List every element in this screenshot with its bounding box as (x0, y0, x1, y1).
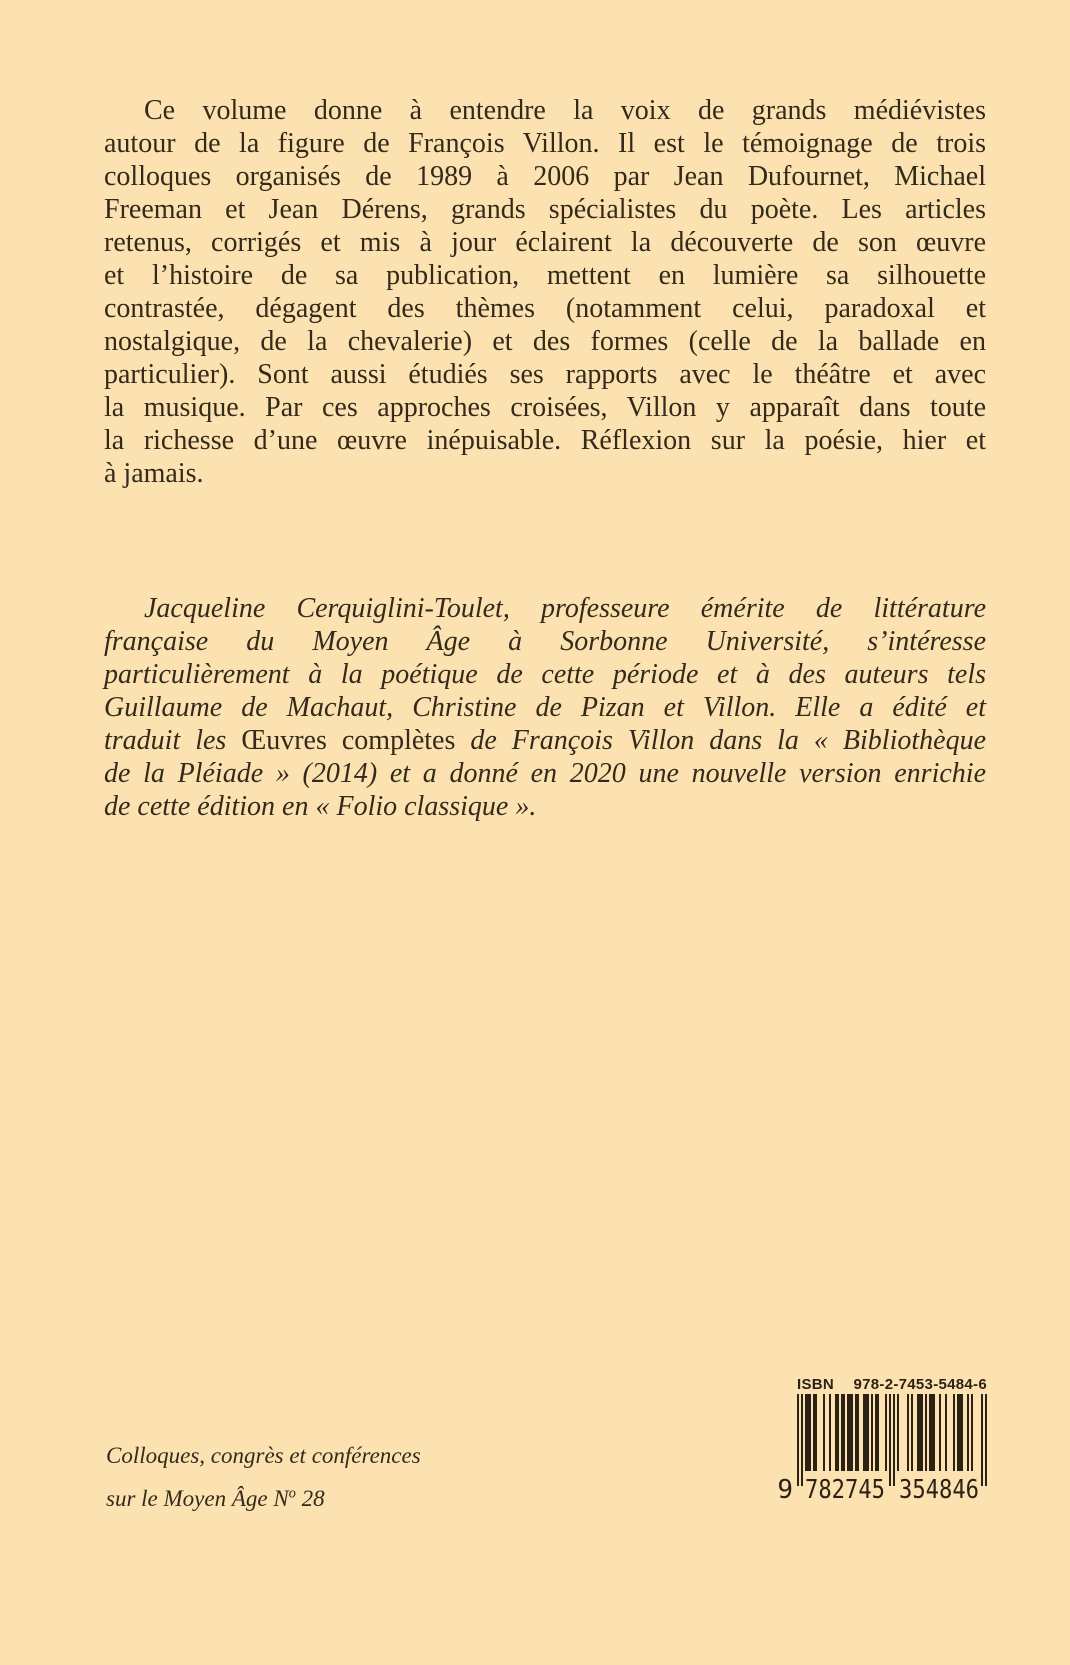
series-note (106, 1434, 421, 1520)
barcode-digit-first: 9 (777, 1475, 793, 1502)
bio-text-segment: traduit les (104, 725, 242, 756)
bio-line-with-title (104, 724, 986, 757)
bio-line: de la Pléiade » (2014) et a donné en 2020 une nouvelle version enrichie (104, 758, 986, 789)
barcode-digits-left: 782745 (805, 1475, 885, 1502)
bio-line: particulièrement à la poétique de cette période et à des auteurs tels (104, 659, 986, 690)
ean13-barcode (767, 1394, 993, 1502)
synopsis-line: retenus, corrigés et mis à jour éclairent la découverte de son œuvre (104, 227, 986, 258)
author-bio-paragraph (104, 592, 986, 823)
synopsis-line: nostalgique, de la chevalerie) et des formes (celle de la ballade en (104, 326, 986, 357)
synopsis-paragraph (104, 94, 986, 490)
series-note-line2 (106, 1477, 421, 1520)
synopsis-line: la richesse d’une œuvre inépuisable. Réflexion sur la poésie, hier et (104, 425, 986, 456)
isbn-label: ISBN (797, 1376, 835, 1393)
synopsis-line: la musique. Par ces approches croisées, Villon y apparaît dans toute (104, 392, 986, 423)
series-note-line1: Colloques, congrès et conférences (106, 1443, 421, 1468)
bio-line: de cette édition en « Folio classique ». (104, 791, 537, 822)
synopsis-line: particulier). Sont aussi étudiés ses rapports avec le théâtre et avec (104, 359, 986, 390)
synopsis-line: colloques organisés de 1989 à 2006 par Jean Dufournet, Michael (104, 161, 986, 192)
series-text: sur le Moyen Âge N (106, 1486, 289, 1511)
bio-line: Jacqueline Cerquiglini-Toulet, professeure émérite de littérature (144, 593, 986, 624)
barcode-digits-right: 354846 (899, 1475, 979, 1502)
bio-text-segment: de François Villon dans la « Bibliothèque (455, 725, 986, 756)
isbn-line (797, 1376, 987, 1392)
synopsis-line: à jamais. (104, 458, 204, 489)
synopsis-line: contrastée, dégagent des thèmes (notamment celui, paradoxal et (104, 293, 986, 324)
isbn-number: 978-2-7453-5484-6 (853, 1376, 987, 1393)
synopsis-line: autour de la figure de François Villon. Il est le témoignage de trois (104, 128, 986, 159)
synopsis-line: Freeman et Jean Dérens, grands spécialistes du poète. Les articles (104, 194, 986, 225)
synopsis-line: Ce volume donne à entendre la voix de grands médiévistes (144, 95, 986, 126)
barcode-bars (797, 1394, 987, 1486)
book-title-inline: Œuvres complètes (241, 725, 456, 756)
ordinal-indicator: o (288, 1485, 296, 1502)
bio-line: Guillaume de Machaut, Christine de Pizan et Villon. Elle a édité et (104, 692, 986, 723)
isbn-barcode-block (767, 1376, 993, 1502)
series-number: 28 (295, 1486, 325, 1511)
bio-line: française du Moyen Âge à Sorbonne Université, s’intéresse (104, 626, 986, 657)
synopsis-line: et l’histoire de sa publication, mettent en lumière sa silhouette (104, 260, 986, 291)
